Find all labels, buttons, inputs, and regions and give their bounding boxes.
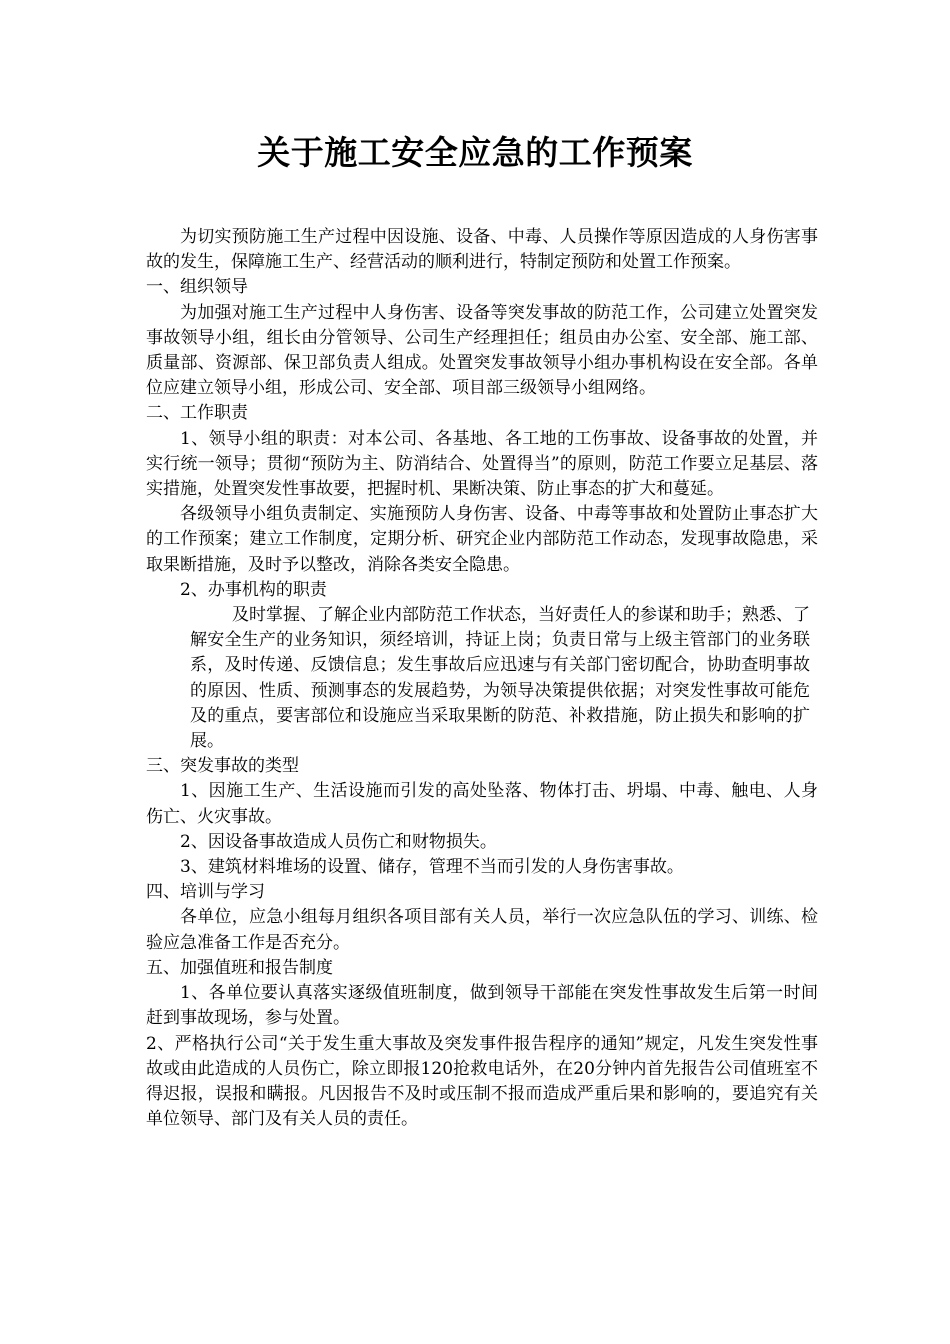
document-title: 关于施工安全应急的工作预案 <box>257 133 693 172</box>
section-2-subheading: 2、办事机构的职责 <box>180 579 327 600</box>
section-heading-5: 五、加强值班和报告制度 <box>146 957 333 978</box>
section-1-paragraph: 为加强对施工生产过程中人身伤害、设备等突发事故的防范工作，公司建立处置突发事故领导小组，组长由分管领导、公司生产经理担任；组员由办公室、安全部、施工部、质量部、资源部、保卫部负责人组成。处置突发事故领导小组办事机构设在安全部。各单位应建立领导小组，形成公司、安全部、项目部三级领导小组网络。 <box>146 302 818 399</box>
section-heading-2: 二、工作职责 <box>146 403 248 424</box>
section-heading-1: 一、组织领导 <box>146 277 248 298</box>
section-2-office-duties-text: 及时掌握、了解企业内部防范工作状态，当好责任人的参谋和助手；熟悉、了解安全生产的业务知识，须经培训，持证上岗；负责日常与上级主管部门的业务联系，及时传递、反馈信息；发生事故后应迅速与有关部门密切配合，协助查明事故的原因、性质、预测事态的发展趋势，为领导决策提供依据；对突发性事故可能危及的重点，要害部位和设施应当采取果断的防范、补救措施，防止损失和影响的扩展。 <box>190 605 810 752</box>
section-5-item-2: 2、严格执行公司“关于发生重大事故及突发事件报告程序的通知”规定，凡发生突发性事故或由此造成的人员伤亡，除立即报120抢救电话外，在20分钟内首先报告公司值班室不得迟报，误报和瞒报。凡因报告不及时或压制不报而造成严重后果和影响的，要追究有关单位领导、部门及有关人员的责任。 <box>146 1033 818 1130</box>
section-heading-4: 四、培训与学习 <box>146 882 265 903</box>
section-3-item-1: 1、因施工生产、生活设施而引发的高处坠落、物体打击、坍塌、中毒、触电、人身伤亡、火灾事故。 <box>146 781 818 827</box>
section-5-item-1: 1、各单位要认真落实逐级值班制度，做到领导干部能在突发性事故发生后第一时间赶到事故现场，参与处置。 <box>146 983 818 1029</box>
section-3-item-3: 3、建筑材料堆场的设置、储存，管理不当而引发的人身伤害事故。 <box>180 857 684 878</box>
section-heading-3: 三、突发事故的类型 <box>146 756 299 777</box>
section-4-paragraph: 各单位，应急小组每月组织各项目部有关人员，举行一次应急队伍的学习、训练、检验应急准备工作是否充分。 <box>146 907 818 953</box>
section-2-office-duties <box>190 603 810 754</box>
intro-paragraph: 为切实预防施工生产过程中因设施、设备、中毒、人员操作等原因造成的人身伤害事故的发生，保障施工生产、经营活动的顺利进行，特制定预防和处置工作预案。 <box>146 227 818 273</box>
section-2-paragraph-2: 各级领导小组负责制定、实施预防人身伤害、设备、中毒等事故和处置防止事态扩大的工作预案；建立工作制度，定期分析、研究企业内部防范工作动态，发现事故隐患，采取果断措施，及时予以整改，消除各类安全隐患。 <box>146 504 818 575</box>
section-3-item-2: 2、因设备事故造成人员伤亡和财物损失。 <box>180 831 497 852</box>
document-body <box>146 225 818 1132</box>
section-2-paragraph-1: 1、领导小组的职责：对本公司、各基地、各工地的工伤事故、设备事故的处置，并实行统一领导；贯彻“预防为主、防消结合、处置得当”的原则，防范工作要立足基层、落实措施，处置突发性事故要，把握时机、果断决策、防止事态的扩大和蔓延。 <box>146 428 818 500</box>
